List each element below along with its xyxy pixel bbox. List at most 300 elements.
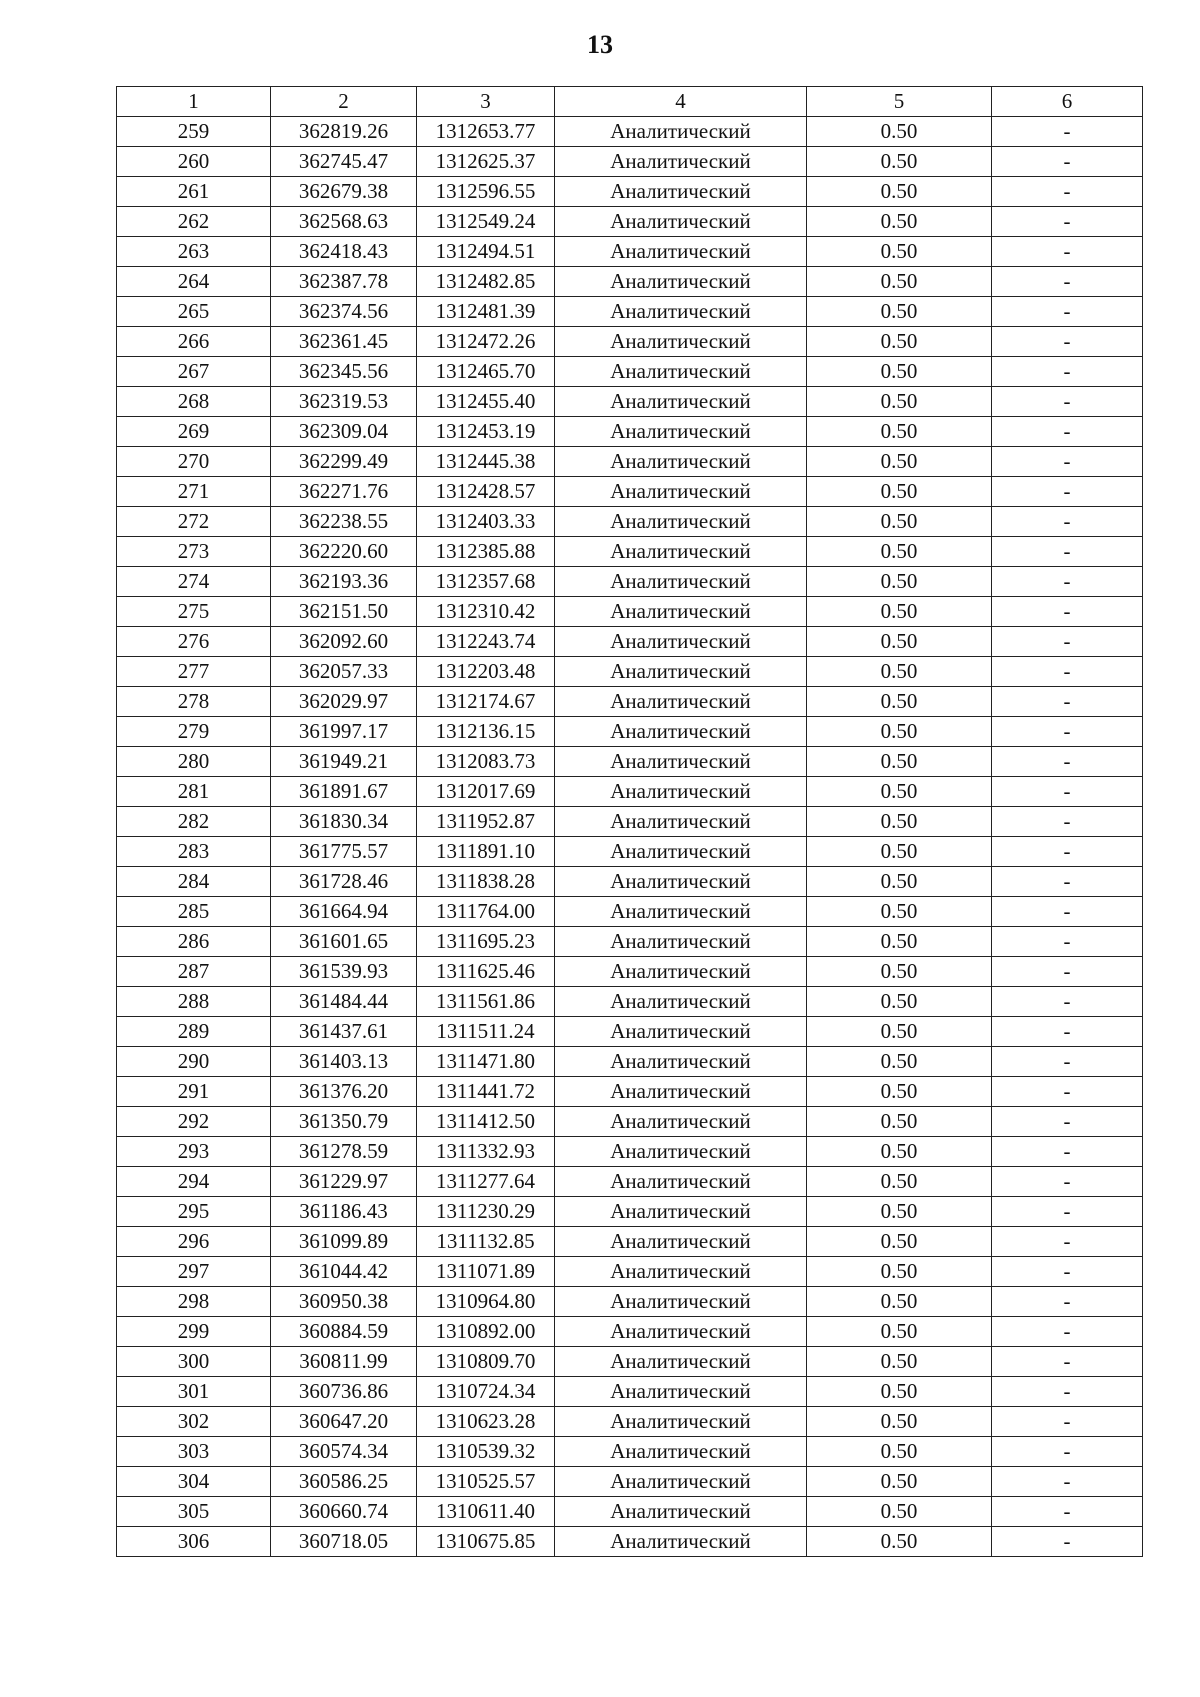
description-cell: - [992, 747, 1143, 777]
y-coordinate-cell: 1311838.28 [417, 867, 555, 897]
point-number-cell: 295 [117, 1197, 271, 1227]
description-cell: - [992, 897, 1143, 927]
x-coordinate-cell: 362271.76 [271, 477, 417, 507]
table-row [117, 1167, 1143, 1197]
accuracy-cell: 0.50 [807, 1257, 992, 1287]
x-coordinate-cell: 360950.38 [271, 1287, 417, 1317]
y-coordinate-cell: 1312653.77 [417, 117, 555, 147]
method-cell: Аналитический [555, 927, 807, 957]
point-number-cell: 299 [117, 1317, 271, 1347]
accuracy-cell: 0.50 [807, 567, 992, 597]
x-coordinate-cell: 360811.99 [271, 1347, 417, 1377]
x-coordinate-cell: 361484.44 [271, 987, 417, 1017]
accuracy-cell: 0.50 [807, 747, 992, 777]
description-cell: - [992, 447, 1143, 477]
point-number-cell: 268 [117, 387, 271, 417]
description-cell: - [992, 1407, 1143, 1437]
y-coordinate-cell: 1311277.64 [417, 1167, 555, 1197]
method-cell: Аналитический [555, 1047, 807, 1077]
accuracy-cell: 0.50 [807, 447, 992, 477]
y-coordinate-cell: 1310724.34 [417, 1377, 555, 1407]
y-coordinate-cell: 1312465.70 [417, 357, 555, 387]
y-coordinate-cell: 1311132.85 [417, 1227, 555, 1257]
method-cell: Аналитический [555, 297, 807, 327]
accuracy-cell: 0.50 [807, 177, 992, 207]
point-number-cell: 270 [117, 447, 271, 477]
method-cell: Аналитический [555, 447, 807, 477]
x-coordinate-cell: 362745.47 [271, 147, 417, 177]
table-row [117, 1107, 1143, 1137]
method-cell: Аналитический [555, 897, 807, 927]
point-number-cell: 287 [117, 957, 271, 987]
accuracy-cell: 0.50 [807, 1047, 992, 1077]
y-coordinate-cell: 1311764.00 [417, 897, 555, 927]
accuracy-cell: 0.50 [807, 1437, 992, 1467]
accuracy-cell: 0.50 [807, 1497, 992, 1527]
description-cell: - [992, 1377, 1143, 1407]
method-cell: Аналитический [555, 747, 807, 777]
y-coordinate-cell: 1312017.69 [417, 777, 555, 807]
method-cell: Аналитический [555, 1107, 807, 1137]
x-coordinate-cell: 361186.43 [271, 1197, 417, 1227]
method-cell: Аналитический [555, 507, 807, 537]
accuracy-cell: 0.50 [807, 957, 992, 987]
description-cell: - [992, 1047, 1143, 1077]
table-row [117, 1527, 1143, 1557]
x-coordinate-cell: 361664.94 [271, 897, 417, 927]
point-number-cell: 298 [117, 1287, 271, 1317]
point-number-cell: 304 [117, 1467, 271, 1497]
y-coordinate-cell: 1312083.73 [417, 747, 555, 777]
method-cell: Аналитический [555, 777, 807, 807]
table-header-row [117, 87, 1143, 117]
description-cell: - [992, 117, 1143, 147]
point-number-cell: 273 [117, 537, 271, 567]
method-cell: Аналитический [555, 1317, 807, 1347]
column-header-3: 3 [417, 87, 555, 117]
point-number-cell: 291 [117, 1077, 271, 1107]
y-coordinate-cell: 1311071.89 [417, 1257, 555, 1287]
y-coordinate-cell: 1312428.57 [417, 477, 555, 507]
description-cell: - [992, 537, 1143, 567]
description-cell: - [992, 837, 1143, 867]
point-number-cell: 288 [117, 987, 271, 1017]
accuracy-cell: 0.50 [807, 597, 992, 627]
accuracy-cell: 0.50 [807, 327, 992, 357]
method-cell: Аналитический [555, 1227, 807, 1257]
y-coordinate-cell: 1311511.24 [417, 1017, 555, 1047]
x-coordinate-cell: 362374.56 [271, 297, 417, 327]
point-number-cell: 260 [117, 147, 271, 177]
table-row [117, 987, 1143, 1017]
y-coordinate-cell: 1312203.48 [417, 657, 555, 687]
y-coordinate-cell: 1311471.80 [417, 1047, 555, 1077]
y-coordinate-cell: 1312453.19 [417, 417, 555, 447]
table-row [117, 957, 1143, 987]
method-cell: Аналитический [555, 1017, 807, 1047]
point-number-cell: 266 [117, 327, 271, 357]
table-row [117, 1347, 1143, 1377]
table-row [117, 297, 1143, 327]
accuracy-cell: 0.50 [807, 297, 992, 327]
x-coordinate-cell: 360660.74 [271, 1497, 417, 1527]
description-cell: - [992, 687, 1143, 717]
description-cell: - [992, 477, 1143, 507]
table-row [117, 1287, 1143, 1317]
accuracy-cell: 0.50 [807, 687, 992, 717]
method-cell: Аналитический [555, 387, 807, 417]
y-coordinate-cell: 1312549.24 [417, 207, 555, 237]
accuracy-cell: 0.50 [807, 207, 992, 237]
y-coordinate-cell: 1311625.46 [417, 957, 555, 987]
description-cell: - [992, 567, 1143, 597]
x-coordinate-cell: 361949.21 [271, 747, 417, 777]
point-number-cell: 296 [117, 1227, 271, 1257]
accuracy-cell: 0.50 [807, 387, 992, 417]
description-cell: - [992, 1167, 1143, 1197]
column-header-5: 5 [807, 87, 992, 117]
x-coordinate-cell: 361350.79 [271, 1107, 417, 1137]
accuracy-cell: 0.50 [807, 837, 992, 867]
x-coordinate-cell: 362819.26 [271, 117, 417, 147]
description-cell: - [992, 777, 1143, 807]
x-coordinate-cell: 361278.59 [271, 1137, 417, 1167]
x-coordinate-cell: 360574.34 [271, 1437, 417, 1467]
accuracy-cell: 0.50 [807, 147, 992, 177]
description-cell: - [992, 1137, 1143, 1167]
y-coordinate-cell: 1310611.40 [417, 1497, 555, 1527]
method-cell: Аналитический [555, 987, 807, 1017]
method-cell: Аналитический [555, 327, 807, 357]
point-number-cell: 275 [117, 597, 271, 627]
description-cell: - [992, 237, 1143, 267]
x-coordinate-cell: 360736.86 [271, 1377, 417, 1407]
description-cell: - [992, 327, 1143, 357]
point-number-cell: 294 [117, 1167, 271, 1197]
table-row [117, 1467, 1143, 1497]
table-row [117, 1047, 1143, 1077]
point-number-cell: 290 [117, 1047, 271, 1077]
method-cell: Аналитический [555, 177, 807, 207]
x-coordinate-cell: 361830.34 [271, 807, 417, 837]
table-row [117, 1257, 1143, 1287]
y-coordinate-cell: 1310892.00 [417, 1317, 555, 1347]
y-coordinate-cell: 1312482.85 [417, 267, 555, 297]
description-cell: - [992, 147, 1143, 177]
table-row [117, 1227, 1143, 1257]
table-row [117, 777, 1143, 807]
y-coordinate-cell: 1312243.74 [417, 627, 555, 657]
x-coordinate-cell: 361099.89 [271, 1227, 417, 1257]
table-row [117, 507, 1143, 537]
point-number-cell: 297 [117, 1257, 271, 1287]
method-cell: Аналитический [555, 687, 807, 717]
point-number-cell: 264 [117, 267, 271, 297]
x-coordinate-cell: 360647.20 [271, 1407, 417, 1437]
table-row [117, 837, 1143, 867]
table-row [117, 387, 1143, 417]
x-coordinate-cell: 362679.38 [271, 177, 417, 207]
y-coordinate-cell: 1310623.28 [417, 1407, 555, 1437]
x-coordinate-cell: 360718.05 [271, 1527, 417, 1557]
x-coordinate-cell: 362151.50 [271, 597, 417, 627]
table-row [117, 417, 1143, 447]
method-cell: Аналитический [555, 1467, 807, 1497]
x-coordinate-cell: 362029.97 [271, 687, 417, 717]
accuracy-cell: 0.50 [807, 417, 992, 447]
y-coordinate-cell: 1312385.88 [417, 537, 555, 567]
y-coordinate-cell: 1311561.86 [417, 987, 555, 1017]
x-coordinate-cell: 362309.04 [271, 417, 417, 447]
y-coordinate-cell: 1311230.29 [417, 1197, 555, 1227]
table-row [117, 807, 1143, 837]
x-coordinate-cell: 361229.97 [271, 1167, 417, 1197]
accuracy-cell: 0.50 [807, 987, 992, 1017]
point-number-cell: 259 [117, 117, 271, 147]
description-cell: - [992, 1527, 1143, 1557]
x-coordinate-cell: 361775.57 [271, 837, 417, 867]
accuracy-cell: 0.50 [807, 717, 992, 747]
column-header-4: 4 [555, 87, 807, 117]
point-number-cell: 272 [117, 507, 271, 537]
accuracy-cell: 0.50 [807, 507, 992, 537]
y-coordinate-cell: 1312403.33 [417, 507, 555, 537]
y-coordinate-cell: 1310675.85 [417, 1527, 555, 1557]
x-coordinate-cell: 361728.46 [271, 867, 417, 897]
point-number-cell: 269 [117, 417, 271, 447]
x-coordinate-cell: 361539.93 [271, 957, 417, 987]
point-number-cell: 276 [117, 627, 271, 657]
table-row [117, 117, 1143, 147]
table-row [117, 897, 1143, 927]
point-number-cell: 281 [117, 777, 271, 807]
x-coordinate-cell: 361376.20 [271, 1077, 417, 1107]
method-cell: Аналитический [555, 1407, 807, 1437]
x-coordinate-cell: 362319.53 [271, 387, 417, 417]
description-cell: - [992, 1317, 1143, 1347]
table-row [117, 597, 1143, 627]
table-row [117, 1437, 1143, 1467]
method-cell: Аналитический [555, 207, 807, 237]
column-header-6: 6 [992, 87, 1143, 117]
column-header-2: 2 [271, 87, 417, 117]
page-number: 13 [587, 30, 613, 59]
point-number-cell: 303 [117, 1437, 271, 1467]
point-number-cell: 271 [117, 477, 271, 507]
accuracy-cell: 0.50 [807, 777, 992, 807]
y-coordinate-cell: 1312625.37 [417, 147, 555, 177]
table-row [117, 447, 1143, 477]
description-cell: - [992, 627, 1143, 657]
y-coordinate-cell: 1311412.50 [417, 1107, 555, 1137]
method-cell: Аналитический [555, 807, 807, 837]
accuracy-cell: 0.50 [807, 1227, 992, 1257]
x-coordinate-cell: 362193.36 [271, 567, 417, 597]
description-cell: - [992, 927, 1143, 957]
y-coordinate-cell: 1312596.55 [417, 177, 555, 207]
method-cell: Аналитический [555, 477, 807, 507]
table-row [117, 537, 1143, 567]
description-cell: - [992, 1107, 1143, 1137]
method-cell: Аналитический [555, 657, 807, 687]
point-number-cell: 282 [117, 807, 271, 837]
y-coordinate-cell: 1312310.42 [417, 597, 555, 627]
method-cell: Аналитический [555, 537, 807, 567]
accuracy-cell: 0.50 [807, 1107, 992, 1137]
accuracy-cell: 0.50 [807, 657, 992, 687]
x-coordinate-cell: 362418.43 [271, 237, 417, 267]
accuracy-cell: 0.50 [807, 1287, 992, 1317]
method-cell: Аналитический [555, 267, 807, 297]
accuracy-cell: 0.50 [807, 1407, 992, 1437]
description-cell: - [992, 507, 1143, 537]
description-cell: - [992, 387, 1143, 417]
x-coordinate-cell: 362299.49 [271, 447, 417, 477]
x-coordinate-cell: 361601.65 [271, 927, 417, 957]
accuracy-cell: 0.50 [807, 1137, 992, 1167]
method-cell: Аналитический [555, 147, 807, 177]
table-row [117, 267, 1143, 297]
point-number-cell: 265 [117, 297, 271, 327]
description-cell: - [992, 1287, 1143, 1317]
x-coordinate-cell: 361403.13 [271, 1047, 417, 1077]
accuracy-cell: 0.50 [807, 1197, 992, 1227]
table-body [117, 117, 1143, 1557]
y-coordinate-cell: 1312136.15 [417, 717, 555, 747]
method-cell: Аналитический [555, 1497, 807, 1527]
y-coordinate-cell: 1310525.57 [417, 1467, 555, 1497]
point-number-cell: 262 [117, 207, 271, 237]
y-coordinate-cell: 1312174.67 [417, 687, 555, 717]
y-coordinate-cell: 1312472.26 [417, 327, 555, 357]
table-row [117, 717, 1143, 747]
description-cell: - [992, 807, 1143, 837]
point-number-cell: 285 [117, 897, 271, 927]
point-number-cell: 289 [117, 1017, 271, 1047]
description-cell: - [992, 267, 1143, 297]
method-cell: Аналитический [555, 117, 807, 147]
point-number-cell: 280 [117, 747, 271, 777]
method-cell: Аналитический [555, 1137, 807, 1167]
method-cell: Аналитический [555, 1197, 807, 1227]
x-coordinate-cell: 361891.67 [271, 777, 417, 807]
description-cell: - [992, 867, 1143, 897]
point-number-cell: 301 [117, 1377, 271, 1407]
table-row [117, 1407, 1143, 1437]
description-cell: - [992, 957, 1143, 987]
y-coordinate-cell: 1311695.23 [417, 927, 555, 957]
point-number-cell: 292 [117, 1107, 271, 1137]
accuracy-cell: 0.50 [807, 537, 992, 567]
coordinates-table [116, 86, 1143, 1557]
point-number-cell: 300 [117, 1347, 271, 1377]
description-cell: - [992, 1197, 1143, 1227]
description-cell: - [992, 1497, 1143, 1527]
method-cell: Аналитический [555, 237, 807, 267]
method-cell: Аналитический [555, 1527, 807, 1557]
method-cell: Аналитический [555, 717, 807, 747]
table-row [117, 1017, 1143, 1047]
point-number-cell: 286 [117, 927, 271, 957]
table-row [117, 747, 1143, 777]
y-coordinate-cell: 1311952.87 [417, 807, 555, 837]
x-coordinate-cell: 362238.55 [271, 507, 417, 537]
accuracy-cell: 0.50 [807, 807, 992, 837]
accuracy-cell: 0.50 [807, 627, 992, 657]
description-cell: - [992, 717, 1143, 747]
method-cell: Аналитический [555, 867, 807, 897]
description-cell: - [992, 1437, 1143, 1467]
y-coordinate-cell: 1310964.80 [417, 1287, 555, 1317]
point-number-cell: 279 [117, 717, 271, 747]
x-coordinate-cell: 362345.56 [271, 357, 417, 387]
method-cell: Аналитический [555, 357, 807, 387]
method-cell: Аналитический [555, 1347, 807, 1377]
method-cell: Аналитический [555, 1287, 807, 1317]
accuracy-cell: 0.50 [807, 897, 992, 927]
y-coordinate-cell: 1312445.38 [417, 447, 555, 477]
column-header-1: 1 [117, 87, 271, 117]
x-coordinate-cell: 362387.78 [271, 267, 417, 297]
table-row [117, 477, 1143, 507]
x-coordinate-cell: 362092.60 [271, 627, 417, 657]
accuracy-cell: 0.50 [807, 1377, 992, 1407]
method-cell: Аналитический [555, 1257, 807, 1287]
y-coordinate-cell: 1312357.68 [417, 567, 555, 597]
method-cell: Аналитический [555, 837, 807, 867]
point-number-cell: 306 [117, 1527, 271, 1557]
table-row [117, 657, 1143, 687]
point-number-cell: 283 [117, 837, 271, 867]
table-row [117, 237, 1143, 267]
method-cell: Аналитический [555, 567, 807, 597]
table-row [117, 867, 1143, 897]
table-row [117, 627, 1143, 657]
table-row [117, 1077, 1143, 1107]
y-coordinate-cell: 1312455.40 [417, 387, 555, 417]
description-cell: - [992, 657, 1143, 687]
accuracy-cell: 0.50 [807, 1467, 992, 1497]
accuracy-cell: 0.50 [807, 927, 992, 957]
table-row [117, 1377, 1143, 1407]
point-number-cell: 277 [117, 657, 271, 687]
description-cell: - [992, 1467, 1143, 1497]
description-cell: - [992, 987, 1143, 1017]
method-cell: Аналитический [555, 597, 807, 627]
accuracy-cell: 0.50 [807, 357, 992, 387]
y-coordinate-cell: 1312481.39 [417, 297, 555, 327]
y-coordinate-cell: 1311332.93 [417, 1137, 555, 1167]
accuracy-cell: 0.50 [807, 1347, 992, 1377]
description-cell: - [992, 1257, 1143, 1287]
method-cell: Аналитический [555, 417, 807, 447]
point-number-cell: 284 [117, 867, 271, 897]
x-coordinate-cell: 361044.42 [271, 1257, 417, 1287]
method-cell: Аналитический [555, 1077, 807, 1107]
y-coordinate-cell: 1310809.70 [417, 1347, 555, 1377]
table-row [117, 147, 1143, 177]
table-row [117, 357, 1143, 387]
y-coordinate-cell: 1310539.32 [417, 1437, 555, 1467]
x-coordinate-cell: 362361.45 [271, 327, 417, 357]
point-number-cell: 302 [117, 1407, 271, 1437]
accuracy-cell: 0.50 [807, 237, 992, 267]
accuracy-cell: 0.50 [807, 867, 992, 897]
description-cell: - [992, 1017, 1143, 1047]
description-cell: - [992, 1227, 1143, 1257]
point-number-cell: 278 [117, 687, 271, 717]
description-cell: - [992, 357, 1143, 387]
